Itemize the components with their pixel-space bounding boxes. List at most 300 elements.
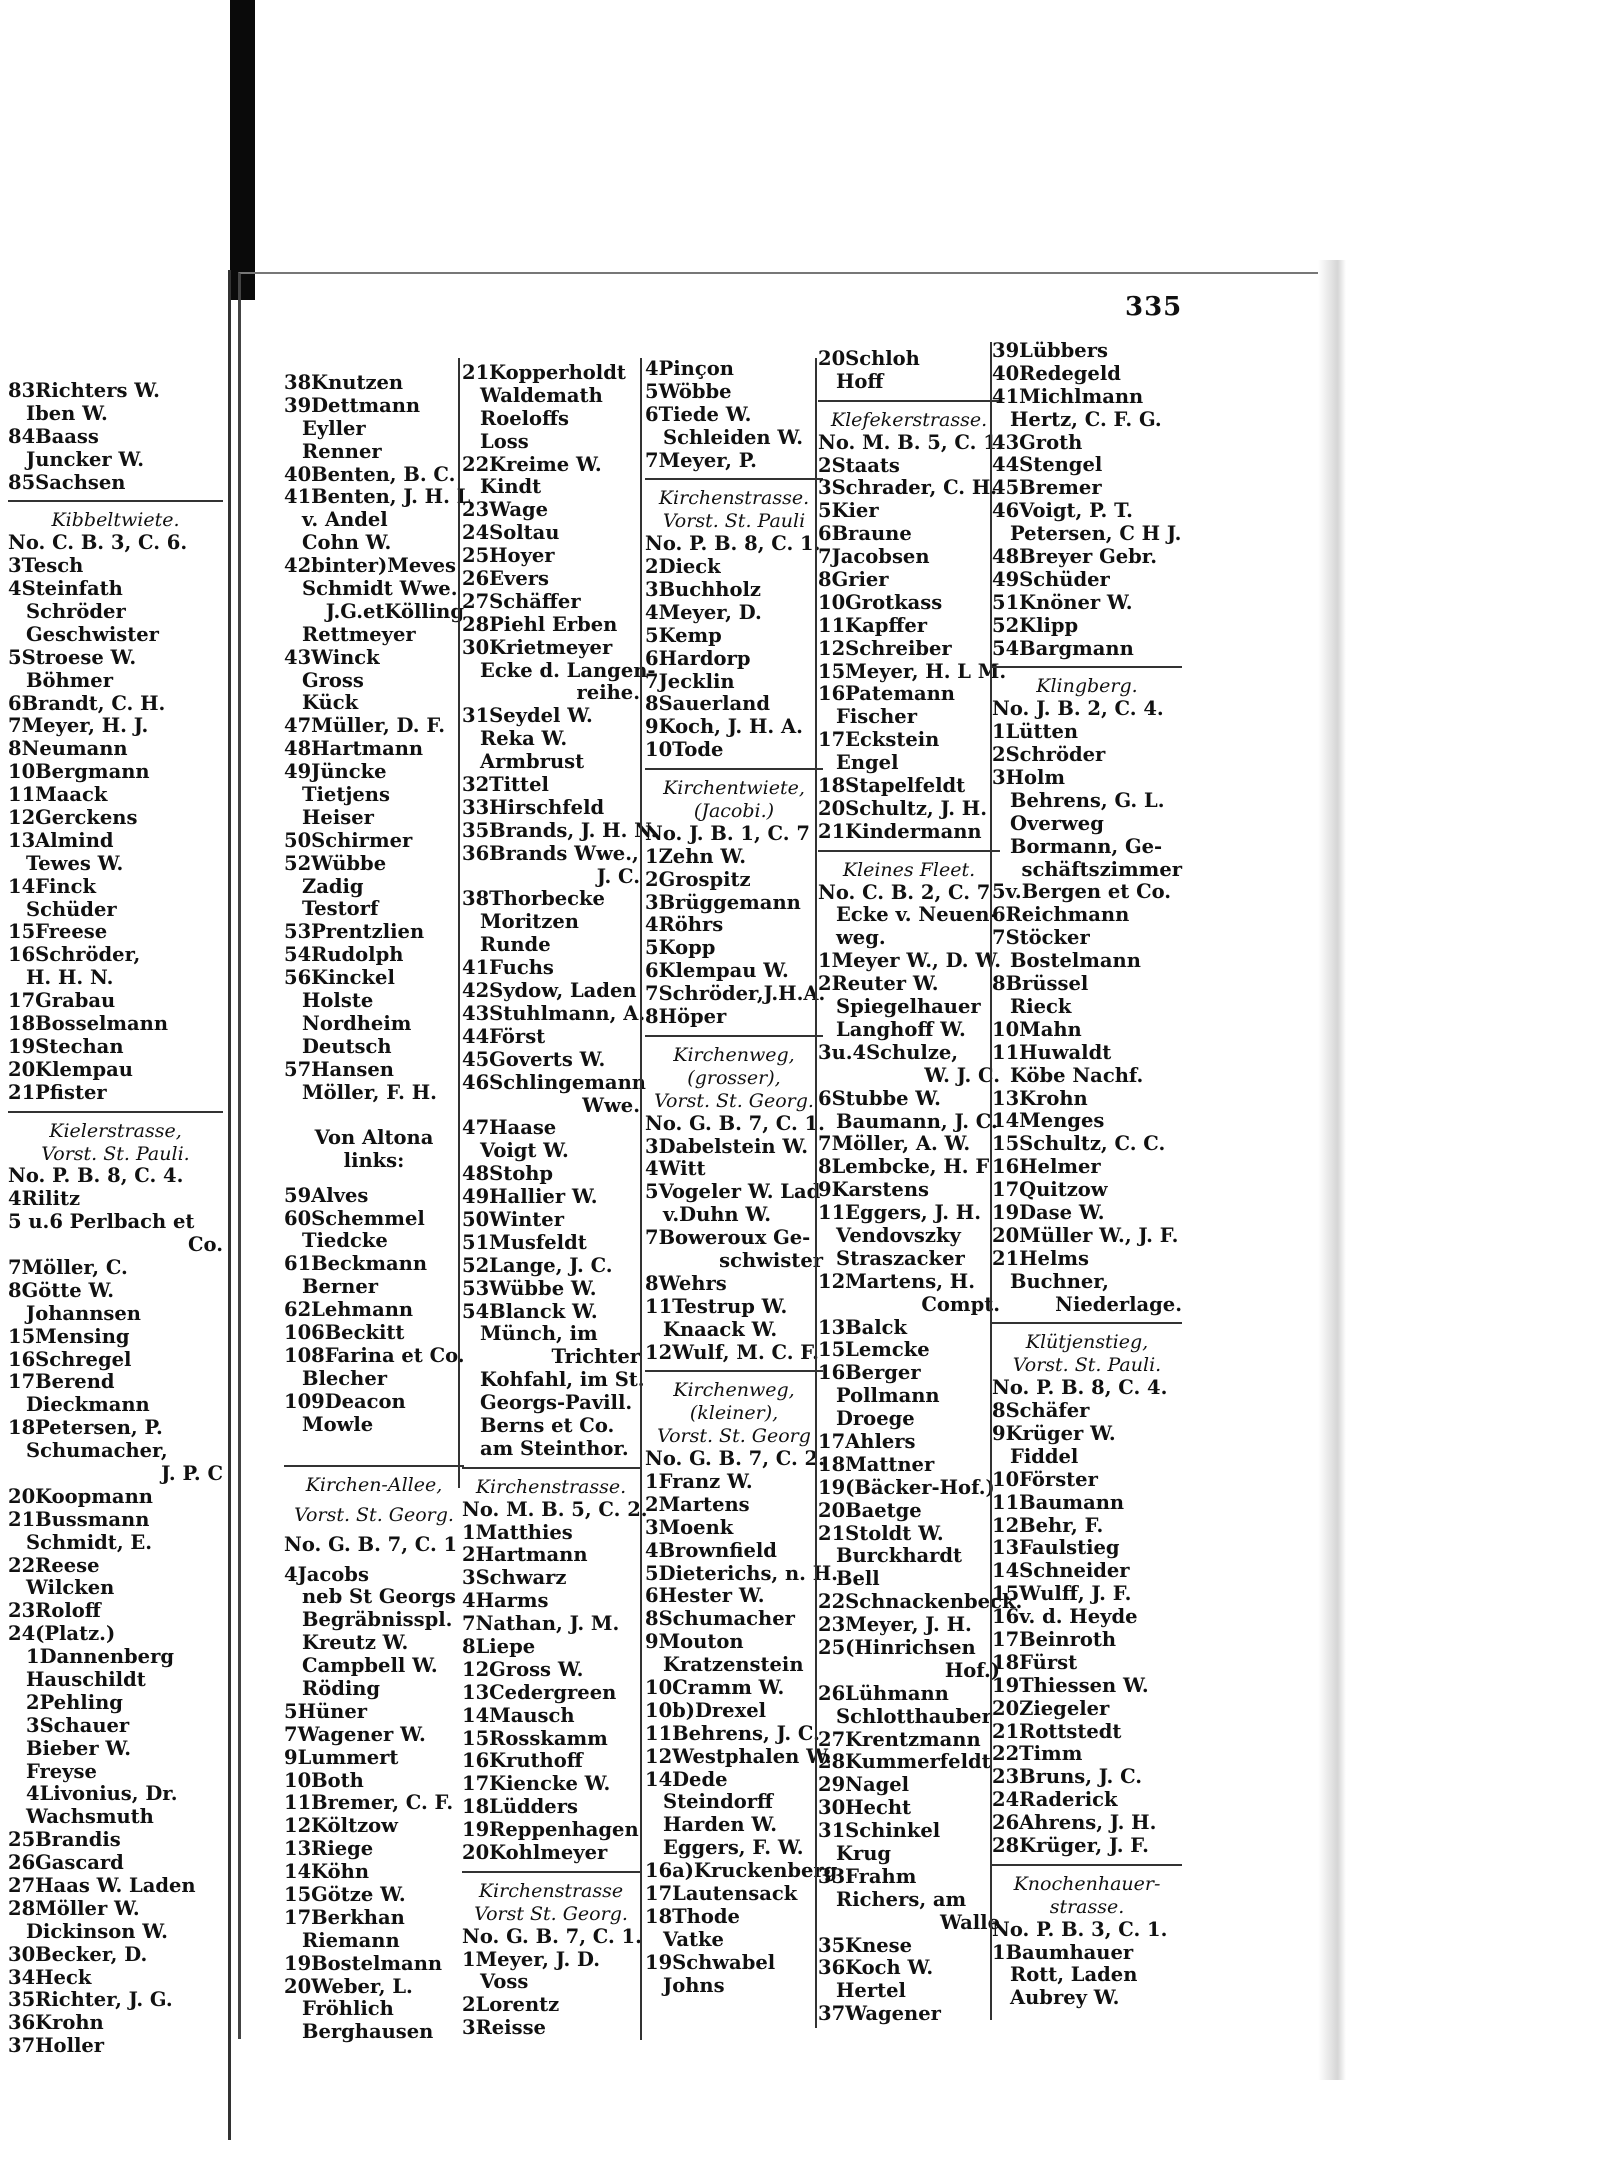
directory-entry: Engel [836, 751, 899, 775]
directory-entry: 5 u.6 Perlbach et [8, 1210, 195, 1234]
directory-entry: 57Hansen [284, 1057, 394, 1081]
directory-entry: 2Grospitz [645, 867, 751, 891]
directory-entry: Gross [302, 668, 364, 692]
directory-entry: reihe. [576, 681, 640, 705]
directory-entry: Hertz, C. F. G. [1010, 407, 1162, 431]
directory-entry: 21Rottstedt [992, 1719, 1122, 1743]
directory-entry: 17Berend [8, 1370, 115, 1394]
directory-entry: 14Köhn [284, 1860, 370, 1884]
street-heading: (grosser), [687, 1066, 781, 1089]
directory-entry: Roeloffs [480, 406, 570, 430]
directory-entry: 8Sauerland [645, 692, 770, 716]
directory-entry: Cohn W. [302, 531, 392, 555]
section-divider [8, 1111, 223, 1113]
directory-entry: 109Deacon [284, 1389, 406, 1413]
directory-entry: 8Wehrs [645, 1271, 727, 1295]
directory-entry: Baumann, J. C. [836, 1109, 998, 1133]
directory-entry: 30Becker, D. [8, 1942, 148, 1966]
directory-entry: Runde [480, 933, 551, 957]
directory-entry: 7Möller, A. W. [818, 1132, 971, 1156]
street-heading: Kirchenweg, [673, 1043, 795, 1066]
directory-entry: Spiegelhauer [836, 995, 981, 1019]
directory-entry: 6Braune [818, 522, 912, 546]
directory-entry: 19Reppenhagen [462, 1818, 639, 1842]
street-heading: (Jacobi.) [693, 800, 775, 823]
directory-entry: Bormann, Ge- [1010, 834, 1163, 858]
directory-entry: 7Meyer, P. [645, 448, 757, 472]
directory-entry: 31Seydel W. [462, 704, 593, 728]
directory-entry: 3Brüggemann [645, 890, 801, 914]
directory-entry: No. P. B. 8, C. 4. [992, 1376, 1168, 1400]
section-divider [645, 768, 823, 770]
directory-entry: 45Goverts W. [462, 1047, 606, 1071]
directory-entry: Deutsch [302, 1034, 392, 1058]
directory-entry: Böhmer [26, 668, 113, 692]
directory-entry: Dieckmann [26, 1393, 150, 1417]
directory-entry: No. J. B. 2, C. 4. [992, 697, 1164, 721]
directory-entry: 17Beinroth [992, 1627, 1117, 1651]
directory-entry: 47Haase [462, 1116, 557, 1140]
directory-entry: 34Heck [8, 1965, 92, 1989]
directory-entry: 50Winter [462, 1207, 564, 1231]
directory-entry: Schröder [26, 600, 126, 624]
directory-entry: 1Dannenberg [26, 1645, 175, 1669]
directory-entry: 20Weber, L. [284, 1974, 413, 1998]
directory-entry: Blecher [302, 1366, 388, 1390]
directory-entry: 30Hecht [818, 1796, 912, 1820]
directory-entry: Hoff [836, 369, 884, 393]
directory-entry: Fröhlich [302, 1997, 394, 2021]
directory-entry: Berghausen [302, 2020, 434, 2044]
directory-entry: 30Krietmeyer [462, 635, 613, 659]
directory-entry: 13Riege [284, 1837, 374, 1861]
directory-entry: 38Knutzen [284, 371, 404, 394]
directory-entry: 2Dieck [645, 555, 721, 579]
directory-entry: 16Schregel [8, 1347, 132, 1371]
directory-entry: No. P. B. 3, C. 1. [992, 1917, 1168, 1941]
directory-entry: Bostelmann [1010, 949, 1141, 973]
street-heading: (kleiner), [689, 1402, 779, 1425]
directory-entry: 23Wage [462, 498, 549, 522]
street-heading: Kirchenstrasse [478, 1879, 624, 1902]
street-heading: Kirchen-Allee, [305, 1474, 443, 1497]
directory-entry: 20Ziegeler [992, 1696, 1110, 1720]
directory-entry: Aubrey W. [1010, 1986, 1120, 2010]
street-heading: Vorst. St. Georg. [294, 1504, 454, 1527]
page-number: 335 [1125, 292, 1183, 322]
directory-entry: 48Hartmann [284, 737, 424, 761]
directory-entry: 14Schneider [992, 1559, 1130, 1583]
section-divider [645, 1370, 823, 1372]
directory-entry: 9Lummert [284, 1745, 399, 1769]
directory-entry: 15Wulff, J. F. [992, 1582, 1132, 1606]
section-divider [645, 1035, 823, 1037]
directory-entry: Hertel [836, 1979, 906, 2003]
directory-entry: 5Dieterichs, n. H. [645, 1561, 838, 1585]
directory-entry: 20Müller W., J. F. [992, 1223, 1179, 1247]
street-heading: Knochenhauer- [1013, 1872, 1161, 1895]
directory-entry: Testorf [302, 897, 379, 921]
directory-entry: 4Harms [462, 1589, 549, 1613]
directory-entry: 13Faulstieg [992, 1536, 1120, 1560]
directory-entry: Iben W. [26, 401, 108, 425]
directory-entry: 5Stroese W. [8, 645, 137, 669]
directory-entry: 19Schwabel [645, 1950, 776, 1974]
directory-entry: 2Schröder [992, 743, 1106, 767]
directory-entry: 3Moenk [645, 1515, 734, 1539]
directory-entry: 16Berger [818, 1361, 921, 1385]
directory-entry: 52Wübbe [284, 851, 387, 875]
directory-entry: 19Dase W. [992, 1200, 1105, 1224]
directory-entry: 3Dabelstein W. [645, 1134, 808, 1158]
directory-entry: 21Kopperholdt [462, 361, 626, 384]
directory-entry: Kreutz W. [302, 1631, 409, 1655]
section-divider [992, 1864, 1182, 1866]
directory-entry: 5Kopp [645, 936, 716, 960]
directory-entry: 1Franz W. [645, 1469, 753, 1493]
directory-entry: 7Schröder,J.H.A. [645, 982, 826, 1006]
directory-entry: 43Groth [992, 430, 1083, 454]
directory-entry: 1Matthies [462, 1520, 573, 1544]
directory-entry: 15Lemcke [818, 1338, 930, 1362]
directory-entry: 53Wübbe W. [462, 1276, 597, 1300]
page-edge [1318, 260, 1346, 2080]
street-heading: Vorst. St. Pauli. [1012, 1354, 1162, 1377]
directory-entry: 12Gerckens [8, 806, 138, 830]
directory-entry: 6Brandt, C. H. [8, 691, 166, 715]
directory-entry: Geschwister [26, 622, 159, 646]
directory-entry: Wachsmuth [26, 1805, 154, 1829]
directory-entry: Reka W. [480, 727, 568, 751]
street-heading: Kielerstrasse, [49, 1119, 182, 1142]
directory-entry: Burckhardt [836, 1544, 963, 1568]
section-divider [645, 478, 823, 480]
directory-entry: 2Staats [818, 453, 900, 477]
directory-entry: 52Lange, J. C. [462, 1253, 613, 1277]
directory-entry: 21Kindermann [818, 819, 982, 843]
directory-entry: Georgs-Pavill. [480, 1391, 633, 1415]
left-page [0, 270, 231, 2140]
directory-entry: Loss [480, 429, 529, 453]
directory-entry: Kück [302, 691, 359, 715]
directory-entry: Compt. [921, 1292, 1000, 1316]
directory-entry: 11Eggers, J. H. [818, 1201, 982, 1225]
directory-entry: 49Hallier W. [462, 1185, 598, 1209]
section-divider [462, 1467, 640, 1469]
directory-entry: 61Beckmann [284, 1252, 428, 1276]
directory-entry: 26Lühmann [818, 1681, 949, 1705]
directory-entry: No. G. B. 7, C. 1. [462, 1924, 642, 1948]
directory-entry: 22Reese [8, 1553, 100, 1577]
directory-entry: Dickinson W. [26, 1919, 168, 1943]
directory-entry: Renner [302, 439, 382, 463]
street-heading: Klingberg. [1036, 675, 1138, 698]
directory-entry: 17Eckstein [818, 728, 940, 752]
directory-entry: 16Helmer [992, 1155, 1101, 1179]
directory-entry: 54Rudolph [284, 943, 404, 967]
directory-entry: 4Brownfield [645, 1538, 777, 1562]
directory-column [818, 347, 1023, 2026]
directory-entry: 59Alves [284, 1183, 369, 1207]
street-heading: Klefekerstrasse. [830, 408, 988, 431]
directory-entry: 12Behr, F. [992, 1513, 1104, 1537]
directory-entry: 44Stengel [992, 453, 1103, 477]
directory-entry: J. P. C [161, 1461, 223, 1485]
directory-entry: Moritzen [480, 910, 579, 934]
directory-entry: 28Möller W. [8, 1896, 140, 1920]
directory-entry: 8Neumann [8, 737, 128, 761]
directory-entry: 8Schäfer [992, 1399, 1090, 1423]
directory-entry: 15Götze W. [284, 1883, 406, 1907]
directory-entry: 37Wagener [818, 2002, 941, 2026]
directory-entry: No. G. B. 7, C. 1 [284, 1532, 458, 1556]
directory-entry: Heiser [302, 805, 374, 829]
directory-entry: am Steinthor. [480, 1436, 629, 1460]
directory-entry: 21Pfister [8, 1080, 107, 1104]
directory-column [284, 371, 471, 2044]
directory-entry: Waldemath [480, 383, 603, 407]
directory-entry: 3Schrader, C. H. [818, 476, 998, 500]
directory-entry: Schleiden W. [663, 425, 804, 449]
directory-entry: 11Baumann [992, 1490, 1125, 1514]
directory-entry: 14Finck [8, 874, 96, 898]
directory-entry: 20Schloh [818, 347, 920, 370]
directory-entry: 16v. d. Heyde [992, 1605, 1138, 1629]
directory-entry: 27Krentzmann [818, 1727, 981, 1751]
directory-entry: Eggers, F. W. [663, 1836, 804, 1860]
directory-entry: 38Thorbecke [462, 887, 605, 911]
directory-entry: 20Baetge [818, 1498, 922, 1522]
directory-entry: 50Schirmer [284, 828, 413, 852]
directory-entry: 18Thode [645, 1904, 740, 1928]
directory-entry: 39Lübbers [992, 339, 1108, 362]
directory-entry: Harden W. [663, 1813, 777, 1837]
directory-entry: 24Soltau [462, 521, 560, 545]
directory-entry: 1Meyer W., D. W. [818, 949, 1002, 973]
directory-entry: 17Grabau [8, 989, 116, 1013]
directory-entry: 33Frahm [818, 1864, 917, 1888]
directory-entry: W. J. C. [924, 1063, 1000, 1087]
directory-entry: neb St Georgs [302, 1585, 456, 1609]
directory-entry: 14Mausch [462, 1703, 575, 1727]
directory-entry: Eyller [302, 416, 366, 440]
directory-entry: 83Richters W. [8, 379, 160, 402]
directory-entry: 37Holler [8, 2034, 105, 2058]
directory-entry: Hof.) [944, 1658, 1000, 1682]
directory-entry: 13Balck [818, 1315, 908, 1339]
directory-entry: 44Först [462, 1024, 546, 1048]
directory-entry: Kohfahl, im St. [480, 1368, 645, 1392]
directory-entry: 4Witt [645, 1157, 706, 1181]
directory-entry: Von Altona [314, 1126, 434, 1150]
directory-entry: 48Stohp [462, 1162, 554, 1186]
directory-entry: 2Pehling [26, 1690, 123, 1714]
directory-entry: 19Thiessen W. [992, 1673, 1149, 1697]
directory-entry: 21Bussmann [8, 1507, 150, 1531]
directory-entry: 25Brandis [8, 1828, 121, 1852]
directory-entry: Fischer [836, 705, 917, 729]
directory-entry: No. G. B. 7, C. 1. [645, 1111, 825, 1135]
directory-entry: 5Kier [818, 499, 879, 523]
directory-entry: 4Livonius, Dr. [26, 1782, 178, 1806]
directory-entry: 6Klempau W. [645, 959, 789, 983]
directory-entry: 22Schnackenbeck. [818, 1590, 1023, 1614]
directory-entry: 4Röhrs [645, 913, 724, 937]
directory-entry: 35Knese [818, 1933, 913, 1957]
street-heading: Vorst. St. Georg. [654, 1089, 814, 1112]
directory-entry: Berner [302, 1275, 379, 1299]
directory-entry: Mowle [302, 1412, 374, 1436]
directory-entry: 19(Bäcker-Hof.) [818, 1475, 995, 1499]
directory-entry: 18Bosselmann [8, 1012, 169, 1036]
directory-entry: 16Patemann [818, 682, 955, 706]
directory-entry: v.Duhn W. [663, 1203, 772, 1227]
directory-entry: 22Timm [992, 1742, 1083, 1766]
directory-entry: Fiddel [1010, 1444, 1079, 1468]
section-divider [8, 500, 223, 502]
directory-entry: No. P. B. 8, C. 4. [8, 1164, 184, 1188]
directory-entry: 2Lorentz [462, 1993, 560, 2017]
directory-entry: links: [343, 1149, 405, 1173]
directory-entry: 20Schultz, J. H. [818, 796, 988, 820]
directory-entry: 31Schinkel [818, 1819, 941, 1843]
directory-entry: Overweg [1010, 811, 1104, 835]
directory-entry: 53Prentzlien [284, 920, 425, 944]
directory-entry: 12Gross W. [462, 1657, 584, 1681]
directory-entry: 4Meyer, D. [645, 600, 762, 624]
directory-entry: 11Huwaldt [992, 1040, 1112, 1064]
directory-entry: 43Stuhlmann, A. [462, 1001, 646, 1025]
directory-entry: 46Schlingemann [462, 1070, 646, 1094]
directory-entry: Ecke v. Neuen- [836, 903, 998, 927]
directory-entry: No. M. B. 5, C. 1. [818, 430, 1004, 454]
directory-entry: Schmidt, E. [26, 1530, 153, 1554]
directory-entry: 22Kreime W. [462, 452, 602, 476]
directory-entry: 7Nathan, J. M. [462, 1612, 620, 1636]
directory-entry: 20Kohlmeyer [462, 1841, 608, 1864]
directory-entry: No. P. B. 8, C. 1. [645, 532, 821, 556]
directory-entry: 11Maack [8, 783, 108, 807]
directory-entry: 10Mahn [992, 1017, 1082, 1041]
directory-entry: Kratzenstein [663, 1653, 804, 1677]
directory-entry: 15Freese [8, 920, 108, 944]
directory-entry: 85Sachsen [8, 470, 126, 494]
directory-entry: 35Richter, J. G. [8, 1988, 173, 2012]
directory-entry: 9Karstens [818, 1178, 929, 1202]
directory-entry: 52Klipp [992, 613, 1079, 637]
directory-entry: v. Andel [302, 508, 388, 532]
section-divider [818, 400, 1000, 402]
directory-entry: 32Tittel [462, 773, 549, 797]
directory-entry: 4Pinçon [645, 357, 734, 380]
directory-entry: 20Klempau [8, 1057, 133, 1081]
directory-entry: 3Reisse [462, 2016, 546, 2040]
directory-entry: 10Förster [992, 1467, 1098, 1491]
directory-entry: Vatke [663, 1927, 724, 1951]
directory-entry: 1Meyer, J. D. [462, 1947, 601, 1971]
directory-entry: 48Breyer Gebr. [992, 545, 1158, 569]
directory-entry: 15Rosskamm [462, 1726, 608, 1750]
directory-entry: 3u.4Schulze, [818, 1040, 959, 1064]
directory-entry: 5Kemp [645, 623, 722, 647]
directory-entry: Begräbnisspl. [302, 1608, 453, 1632]
section-divider [818, 850, 1000, 852]
directory-entry: 11Behrens, J. C. [645, 1721, 820, 1745]
directory-entry: Berns et Co. [480, 1413, 615, 1437]
directory-entry: Rettmeyer [302, 622, 416, 646]
directory-entry: 8Grier [818, 568, 889, 592]
directory-entry: 18Lüdders [462, 1795, 578, 1819]
directory-entry: No. J. B. 1, C. 7 [645, 821, 810, 845]
directory-entry: 11Kapffer [818, 613, 928, 637]
directory-entry: 10Both [284, 1768, 364, 1792]
directory-entry: Tiedcke [302, 1229, 388, 1253]
directory-column [645, 357, 838, 1997]
directory-entry: 24(Platz.) [8, 1622, 116, 1646]
directory-entry: Möller, F. H. [302, 1080, 437, 1104]
directory-entry: 6Reichmann [992, 903, 1130, 927]
directory-entry: 5Wöbbe [645, 379, 732, 403]
directory-entry: 36Koch W. [818, 1956, 934, 1980]
directory-entry: 3Buchholz [645, 578, 761, 602]
section-divider [992, 1322, 1182, 1324]
directory-entry: 17Ahlers [818, 1429, 916, 1453]
directory-entry: 7Jacobsen [818, 545, 930, 569]
directory-entry: Holste [302, 989, 374, 1013]
directory-entry: 19Stechan [8, 1034, 124, 1058]
street-heading: Kleines Fleet. [842, 858, 976, 881]
directory-entry: 10Grotkass [818, 590, 943, 614]
directory-entry: Tewes W. [26, 851, 124, 875]
street-heading: Kirchenweg, [673, 1379, 795, 1402]
directory-entry: 40Benten, B. C. [284, 462, 456, 486]
section-divider [284, 1465, 464, 1467]
column-rule [990, 342, 992, 2020]
directory-entry: 17Lautensack [645, 1882, 798, 1905]
directory-entry: 5Vogeler W. Lad [645, 1180, 821, 1204]
directory-entry: 2Hartmann [462, 1543, 588, 1567]
directory-entry: 29Nagel [818, 1773, 910, 1797]
directory-entry: 41Michlmann [992, 384, 1144, 408]
directory-entry: 11Bremer, C. F. [284, 1791, 454, 1815]
directory-entry: Münch, im [480, 1322, 598, 1346]
directory-entry: 8Höper [645, 1005, 727, 1029]
directory-entry: 12Westphalen W. [645, 1744, 832, 1768]
directory-entry: 47Müller, D. F. [284, 714, 446, 738]
directory-entry: 1Baumhauer [992, 1940, 1134, 1964]
directory-entry: H. H. N. [26, 966, 114, 990]
directory-entry: 17Quitzow [992, 1178, 1108, 1202]
directory-entry: 10Tode [645, 738, 724, 762]
directory-entry: Rott, Laden [1010, 1963, 1138, 1987]
directory-entry: 2Reuter W. [818, 972, 939, 996]
directory-entry: 27Schäffer [462, 589, 581, 613]
directory-column [992, 340, 1182, 2010]
directory-entry: 6Hester W. [645, 1584, 765, 1608]
directory-entry: 62Lehmann [284, 1298, 414, 1322]
directory-entry: 42binter)Meves [284, 554, 456, 578]
directory-entry: 16Schröder, [8, 943, 141, 967]
directory-entry: Niederlage. [1055, 1292, 1182, 1316]
street-heading: strasse. [1049, 1895, 1125, 1918]
directory-entry: 13Krohn [992, 1086, 1088, 1110]
directory-entry: 21Helms [992, 1246, 1089, 1270]
directory-entry: 3Holm [992, 766, 1066, 790]
directory-entry: Schüder [26, 897, 117, 921]
directory-entry: Johns [663, 1973, 725, 1997]
directory-entry: Knaack W. [663, 1317, 778, 1341]
directory-entry: 43Winck [284, 645, 380, 669]
